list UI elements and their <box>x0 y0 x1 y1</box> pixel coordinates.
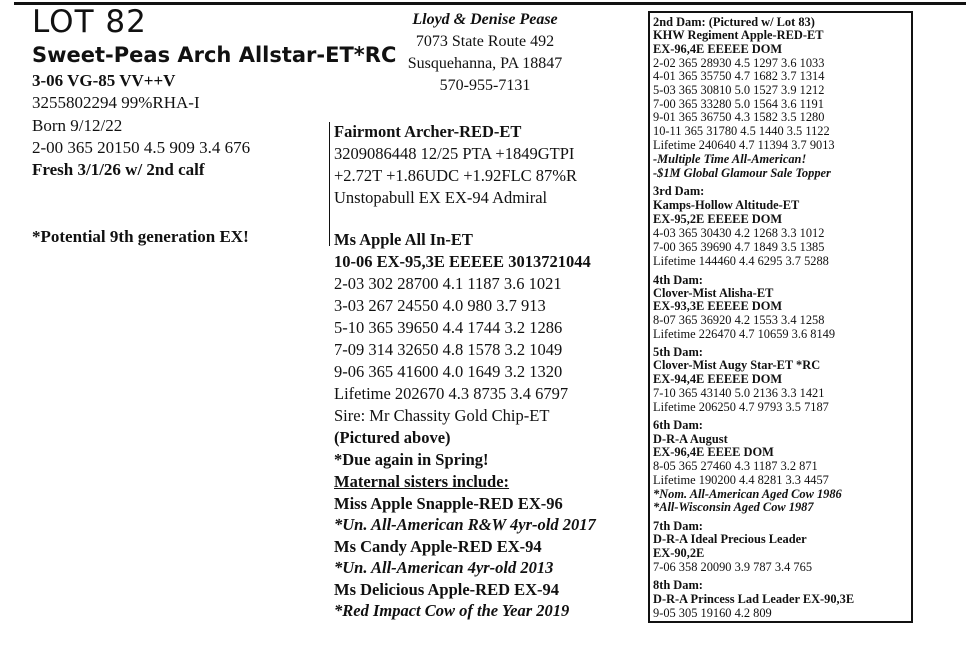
ancestor-record: 4-01 365 35750 4.7 1682 3.7 1314 <box>653 69 825 83</box>
sister-award: *Un. All-American R&W 4yr-old 2017 <box>334 515 596 534</box>
dam-sire: Sire: Mr Chassity Gold Chip-ET <box>334 406 550 425</box>
sire-line: +2.72T +1.86UDC +1.92FLC 87%R <box>334 166 578 185</box>
ancestor-label: 8th Dam: <box>653 578 703 592</box>
ancestor-class: EX-94,4E EEEEE DOM <box>653 372 783 386</box>
sire-line: Unstopabull EX EX-94 Admiral <box>334 188 548 207</box>
ancestor-class: EX-96,4E EEEE DOM <box>653 445 774 459</box>
dam-record: 7-09 314 32650 4.8 1578 3.2 1049 <box>334 340 563 359</box>
ancestor-label: 5th Dam: <box>653 345 703 359</box>
pedigree-bracket <box>329 122 330 246</box>
sister-name: Miss Apple Snapple-RED EX-96 <box>334 494 563 513</box>
ancestor-record: 7-00 365 33280 5.0 1564 3.6 1191 <box>653 97 824 111</box>
ancestor-label: 2nd Dam: (Pictured w/ Lot 83) <box>653 15 815 29</box>
ancestor-name: Clover-Mist Alisha-ET <box>653 286 774 300</box>
consignor-address: 7073 State Route 492 <box>415 33 555 50</box>
ancestor-name: D-R-A August <box>653 432 728 446</box>
ancestor-lifetime: Lifetime 144460 4.4 6295 3.7 5288 <box>653 254 829 268</box>
dam-record: 9-06 365 41600 4.0 1649 3.2 1320 <box>334 362 563 381</box>
ancestor-award: *All-Wisconsin Aged Cow 1987 <box>653 500 814 514</box>
ancestor-label: 3rd Dam: <box>653 184 705 198</box>
consignor-name: Lloyd & Denise Pease <box>412 11 558 28</box>
ancestor-record: 7-10 365 43140 5.0 2136 3.3 1421 <box>653 386 825 400</box>
dam-record: 3-03 267 24550 4.0 980 3.7 913 <box>334 296 546 315</box>
dam-lifetime: Lifetime 202670 4.3 8735 3.4 6797 <box>334 384 569 403</box>
ancestor-name: D-R-A Princess Lad Leader EX-90,3E <box>653 592 855 606</box>
dam-pictured: (Pictured above) <box>334 428 451 447</box>
ancestor-record: 7-06 358 20090 3.9 787 3.4 765 <box>653 560 813 574</box>
ancestor-record: 2-02 365 28930 4.5 1297 3.6 1033 <box>653 56 825 70</box>
ancestor-record: 8-07 365 36920 4.2 1553 3.4 1258 <box>653 313 825 327</box>
lot-title: LOT 82 <box>32 4 147 40</box>
dam-record: 5-10 365 39650 4.4 1744 3.2 1286 <box>334 318 563 337</box>
ancestor-label: 6th Dam: <box>653 418 703 432</box>
sister-award: *Un. All-American 4yr-old 2013 <box>334 558 554 577</box>
cow-record: 2-00 365 20150 4.5 909 3.4 676 <box>32 138 251 157</box>
ancestor-award: *Nom. All-American Aged Cow 1986 <box>653 487 842 501</box>
ancestor-award: -$1M Global Glamour Sale Topper <box>653 166 831 180</box>
ancestor-class: EX-90,2E <box>653 546 705 560</box>
cow-fresh-date: Fresh 3/1/26 w/ 2nd calf <box>32 160 205 179</box>
ancestor-record: 9-01 365 36750 4.3 1582 3.5 1280 <box>653 110 825 124</box>
cow-classification: 3-06 VG-85 VV++V <box>32 71 176 90</box>
ancestor-lifetime: Lifetime 190200 4.4 8281 3.3 4457 <box>653 473 829 487</box>
ancestor-name: Kamps-Hollow Altitude-ET <box>653 198 800 212</box>
ancestor-class: EX-93,3E EEEEE DOM <box>653 299 783 313</box>
ancestor-lifetime: Lifetime 206250 4.7 9793 3.5 7187 <box>653 400 829 414</box>
consignor-phone: 570-955-7131 <box>439 77 531 94</box>
sire-name: Fairmont Archer-RED-ET <box>334 122 522 141</box>
sister-name: Ms Candy Apple-RED EX-94 <box>334 537 542 556</box>
ancestor-record: 5-03 365 30810 5.0 1527 3.9 1212 <box>653 83 825 97</box>
ancestor-name: Clover-Mist Augy Star-ET *RC <box>653 358 821 372</box>
ancestor-record: 10-11 365 31780 4.5 1440 3.5 1122 <box>653 124 830 138</box>
ancestor-class: EX-95,2E EEEEE DOM <box>653 212 783 226</box>
sister-name: Ms Delicious Apple-RED EX-94 <box>334 580 560 599</box>
lot-note: *Potential 9th generation EX! <box>32 227 249 246</box>
dam-classification-text: 10-06 EX-95,3E EEEEE 3013721044 <box>334 252 591 271</box>
dam-classification <box>334 251 591 273</box>
cow-registration: 3255802294 99%RHA-I <box>32 93 200 112</box>
consignor-city: Susquehanna, PA 18847 <box>407 55 563 72</box>
dam-record: 2-03 302 28700 4.1 1187 3.6 1021 <box>334 274 562 293</box>
ancestor-record: 9-05 305 19160 4.2 809 <box>653 606 772 620</box>
sisters-header: Maternal sisters include: <box>334 472 510 491</box>
ancestor-award: -Multiple Time All-American! <box>653 152 807 166</box>
dam-due: *Due again in Spring! <box>334 450 489 469</box>
sire-line: 3209086448 12/25 PTA +1849GTPI <box>334 144 575 163</box>
ancestor-record: 7-00 365 39690 4.7 1849 3.5 1385 <box>653 240 825 254</box>
cow-name: Sweet-Peas Arch Allstar-ET*RC <box>32 43 397 67</box>
cow-birthdate: Born 9/12/22 <box>32 116 123 135</box>
ancestor-lifetime: Lifetime 240640 4.7 11394 3.7 9013 <box>653 138 835 152</box>
dam-name: Ms Apple All In-ET <box>334 230 473 249</box>
ancestor-label: 7th Dam: <box>653 519 703 533</box>
ancestor-record: 8-05 365 27460 4.3 1187 3.2 871 <box>653 459 818 473</box>
sister-award: *Red Impact Cow of the Year 2019 <box>334 601 570 620</box>
ancestor-lifetime: Lifetime 226470 4.7 10659 3.6 8149 <box>653 327 836 341</box>
ancestor-name: KHW Regiment Apple-RED-ET <box>653 28 824 42</box>
ancestor-class: EX-96,4E EEEEE DOM <box>653 42 783 56</box>
ancestor-record: 4-03 365 30430 4.2 1268 3.3 1012 <box>653 226 825 240</box>
top-rule <box>14 2 966 5</box>
ancestor-name: D-R-A Ideal Precious Leader <box>653 532 807 546</box>
ancestor-label: 4th Dam: <box>653 273 703 287</box>
